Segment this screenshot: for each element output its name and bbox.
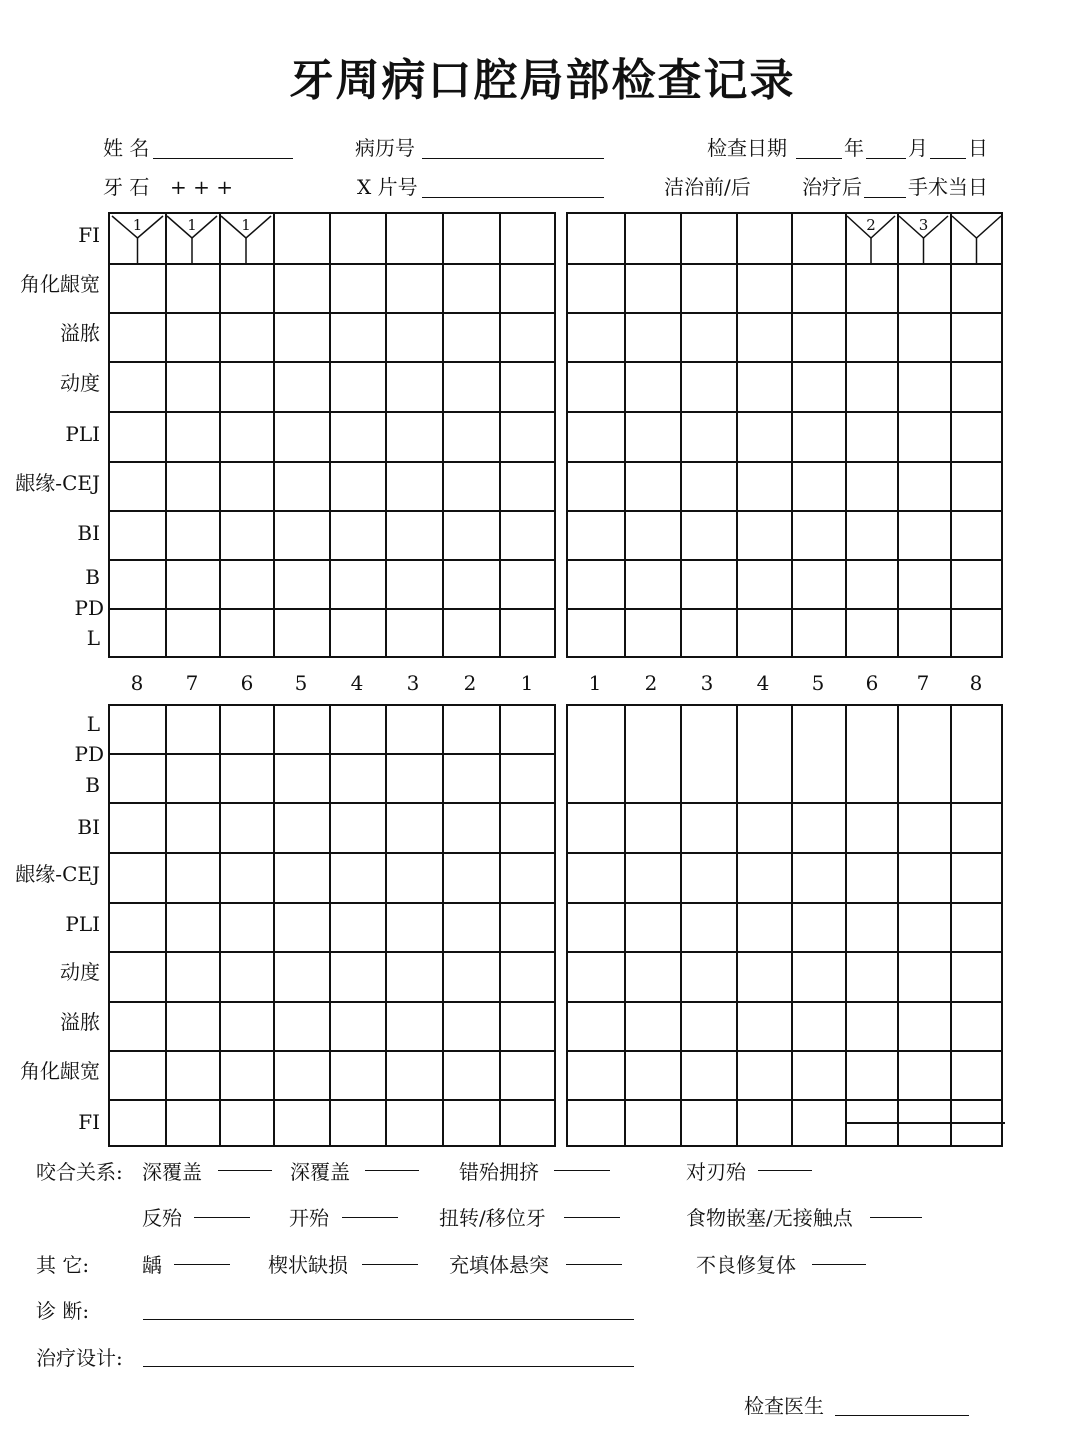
row-label-fi: FI <box>78 1110 100 1134</box>
grid-column-line <box>897 706 899 1145</box>
other-item: 楔状缺损 <box>268 1253 348 1277</box>
tooth-number: 6 <box>865 671 879 695</box>
after-treatment-label: 治疗后 <box>802 175 862 199</box>
furcation-symbol-icon <box>897 214 950 263</box>
grid-column-line <box>329 214 331 656</box>
grid-column-line <box>442 214 444 656</box>
lower-right-grid[interactable] <box>566 704 1003 1147</box>
upper-right-grid[interactable] <box>566 212 1003 658</box>
xray-field[interactable] <box>422 197 604 198</box>
row-label-bi: BI <box>77 815 100 839</box>
row-label-gm-cej: 龈缘-CEJ <box>15 471 100 495</box>
grid-row-line <box>568 559 1001 561</box>
page-title: 牙周病口腔局部检查记录 <box>289 55 796 106</box>
occlusion-blank[interactable] <box>564 1217 620 1218</box>
occlusion-blank[interactable] <box>554 1170 610 1171</box>
other-blank[interactable] <box>812 1264 866 1265</box>
row-label-b: B <box>85 773 100 797</box>
other-blank[interactable] <box>362 1264 418 1265</box>
grid-column-line <box>219 214 221 656</box>
occlusion-item: 深覆盖 <box>142 1160 202 1184</box>
grid-row-line <box>110 608 554 610</box>
tooth-number: 7 <box>916 671 930 695</box>
furcation-symbol-icon <box>219 214 273 263</box>
grid-row-line <box>110 510 554 512</box>
grid-row-line <box>568 608 1001 610</box>
row-label-b: B <box>85 565 100 589</box>
grid-row-line <box>568 1050 1001 1052</box>
furcation-symbol-icon <box>165 214 219 263</box>
grid-row-line <box>568 1001 1001 1003</box>
exam-date-label: 检查日期 <box>707 136 787 160</box>
exam-day-field[interactable] <box>930 158 966 159</box>
tooth-number: 2 <box>644 671 658 695</box>
grid-column-line <box>624 214 626 656</box>
other-item: 不良修复体 <box>696 1253 796 1277</box>
occlusion-blank[interactable] <box>365 1170 419 1171</box>
furcation-grade-label: 2 <box>866 216 876 234</box>
grid-row-line <box>568 902 1001 904</box>
occlusion-blank[interactable] <box>870 1217 922 1218</box>
furcation-grade-label: 1 <box>187 216 197 234</box>
other-blank[interactable] <box>174 1264 230 1265</box>
occlusion-blank[interactable] <box>218 1170 272 1171</box>
row-label-pli: PLI <box>65 912 100 936</box>
exam-month-field[interactable] <box>866 158 906 159</box>
row-label-pd: PD <box>74 742 104 766</box>
grid-column-line <box>950 706 952 1145</box>
grid-row-line <box>568 951 1001 953</box>
grid-column-line <box>897 214 899 656</box>
other-blank[interactable] <box>566 1264 622 1265</box>
row-label-keratinized-gingiva: 角化龈宽 <box>20 1059 100 1083</box>
grid-row-line <box>845 1122 1005 1124</box>
row-label-bi: BI <box>77 521 100 545</box>
tooth-number: 5 <box>811 671 825 695</box>
upper-left-grid[interactable] <box>108 212 556 658</box>
grid-column-line <box>736 706 738 1145</box>
occlusion-blank[interactable] <box>758 1170 812 1171</box>
year-label: 年 <box>844 136 864 160</box>
row-label-mobility: 动度 <box>60 960 100 984</box>
tooth-number: 2 <box>463 671 477 695</box>
xray-label: X 片号 <box>357 175 418 199</box>
grid-row-line <box>110 753 554 755</box>
record-no-field[interactable] <box>422 158 604 159</box>
other-item: 充填体悬突 <box>449 1253 549 1277</box>
other-item: 龋 <box>142 1253 162 1277</box>
day-label: 日 <box>968 136 988 160</box>
grid-column-line <box>845 706 847 1145</box>
grid-row-line <box>568 411 1001 413</box>
grid-column-line <box>219 706 221 1145</box>
grid-row-line <box>110 1050 554 1052</box>
grid-column-line <box>385 214 387 656</box>
grid-column-line <box>165 214 167 656</box>
grid-row-line <box>568 510 1001 512</box>
diagnosis-label: 诊 断: <box>36 1299 90 1323</box>
grid-row-line <box>110 263 554 265</box>
grid-row-line <box>110 411 554 413</box>
grid-column-line <box>273 214 275 656</box>
grid-row-line <box>568 802 1001 804</box>
after-treatment-field[interactable] <box>864 197 906 198</box>
grid-row-line <box>110 951 554 953</box>
tooth-number: 3 <box>700 671 714 695</box>
row-label-suppuration: 溢脓 <box>60 1010 100 1034</box>
row-label-mobility: 动度 <box>60 371 100 395</box>
treatment-plan-label: 治疗设计: <box>36 1346 123 1370</box>
grid-column-line <box>499 706 501 1145</box>
occlusion-item: 扭转/移位牙 <box>439 1206 546 1230</box>
grid-row-line <box>110 559 554 561</box>
grid-column-line <box>680 706 682 1145</box>
name-field[interactable] <box>153 158 293 159</box>
grid-row-line <box>110 361 554 363</box>
grid-row-line <box>110 461 554 463</box>
grid-column-line <box>791 214 793 656</box>
row-label-fi: FI <box>78 223 100 247</box>
calculus-marks: + + + <box>170 175 233 199</box>
row-label-gm-cej: 龈缘-CEJ <box>15 862 100 886</box>
grid-column-line <box>442 706 444 1145</box>
row-label-keratinized-gingiva: 角化龈宽 <box>20 272 100 296</box>
other-label: 其 它: <box>36 1253 90 1277</box>
month-label: 月 <box>908 136 928 160</box>
occlusion-item: 深覆盖 <box>290 1160 350 1184</box>
occlusion-item: 对刃殆 <box>686 1160 746 1184</box>
occlusion-blank[interactable] <box>342 1217 398 1218</box>
grid-column-line <box>624 706 626 1145</box>
exam-year-field[interactable] <box>796 158 842 159</box>
furcation-grade-label: 3 <box>918 216 929 234</box>
tooth-number: 1 <box>588 671 602 695</box>
grid-row-line <box>568 263 1001 265</box>
treatment-plan-field[interactable] <box>143 1366 634 1367</box>
tooth-number: 3 <box>406 671 420 695</box>
grid-row-line <box>110 1099 554 1101</box>
grid-column-line <box>273 706 275 1145</box>
tooth-number: 8 <box>969 671 983 695</box>
occlusion-item: 错殆拥挤 <box>459 1160 539 1184</box>
grid-row-line <box>568 361 1001 363</box>
grid-row-line <box>568 312 1001 314</box>
furcation-grade-label: 1 <box>132 216 143 234</box>
grid-column-line <box>329 706 331 1145</box>
grid-column-line <box>165 706 167 1145</box>
grid-row-line <box>568 461 1001 463</box>
tooth-number: 1 <box>520 671 534 695</box>
doctor-signature-field[interactable] <box>835 1415 969 1416</box>
row-label-l: L <box>86 712 100 736</box>
grid-row-line <box>568 1099 1001 1101</box>
tooth-number: 6 <box>240 671 254 695</box>
furcation-symbol-icon <box>950 214 1003 263</box>
grid-column-line <box>791 706 793 1145</box>
occlusion-blank[interactable] <box>194 1217 250 1218</box>
grid-row-line <box>110 1001 554 1003</box>
tooth-number: 8 <box>130 671 144 695</box>
row-label-suppuration: 溢脓 <box>60 321 100 345</box>
grid-column-line <box>845 214 847 656</box>
row-label-pd: PD <box>74 596 104 620</box>
occlusion-item: 食物嵌塞/无接触点 <box>686 1206 853 1230</box>
diagnosis-field[interactable] <box>143 1319 634 1320</box>
occlusion-item: 反殆 <box>142 1206 182 1230</box>
grid-row-line <box>110 852 554 854</box>
occlusion-label: 咬合关系: <box>36 1160 123 1184</box>
row-label-pli: PLI <box>65 422 100 446</box>
grid-column-line <box>385 706 387 1145</box>
tooth-number: 5 <box>294 671 308 695</box>
grid-column-line <box>680 214 682 656</box>
record-no-label: 病历号 <box>355 136 415 160</box>
row-label-l: L <box>86 626 100 650</box>
grid-row-line <box>110 312 554 314</box>
grid-column-line <box>736 214 738 656</box>
furcation-symbol-icon <box>110 214 165 263</box>
grid-row-line <box>110 902 554 904</box>
tooth-number: 4 <box>756 671 770 695</box>
scaling-label: 洁治前/后 <box>664 175 751 199</box>
doctor-label: 检查医生 <box>744 1394 824 1418</box>
tooth-number: 4 <box>350 671 364 695</box>
lower-left-grid[interactable] <box>108 704 556 1147</box>
tooth-number: 7 <box>185 671 199 695</box>
furcation-grade-label: 1 <box>241 216 251 234</box>
calculus-label: 牙 石 <box>103 175 150 199</box>
grid-column-line <box>499 214 501 656</box>
grid-row-line <box>110 802 554 804</box>
grid-row-line <box>568 852 1001 854</box>
grid-column-line <box>950 214 952 656</box>
furcation-symbol-icon <box>845 214 897 263</box>
surgery-day-label: 手术当日 <box>908 175 988 199</box>
occlusion-item: 开殆 <box>289 1206 329 1230</box>
name-label: 姓 名 <box>103 136 150 160</box>
